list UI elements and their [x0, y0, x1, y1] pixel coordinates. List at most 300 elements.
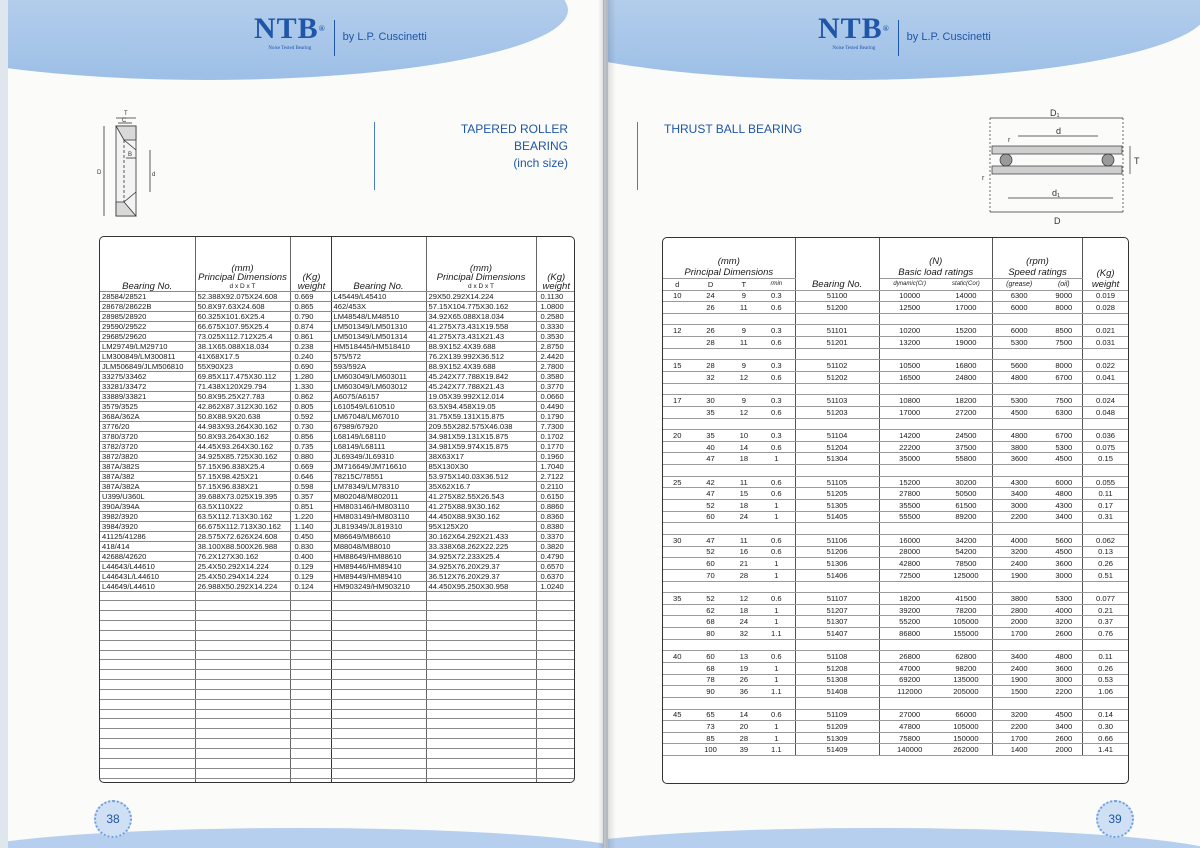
header-load-right: [879, 238, 992, 278]
cell-dynamic: 27000: [879, 709, 940, 721]
cell-d: [663, 628, 691, 640]
cell-dimensions-2: [426, 650, 536, 660]
page-right: [608, 0, 1200, 848]
cell-dimensions: 69.85X117.475X30.112: [195, 371, 290, 381]
cell-T: 14: [730, 709, 758, 721]
cell-bearing-no: 51408: [795, 686, 879, 698]
table-row: [100, 441, 574, 451]
cell-dimensions-2: [426, 630, 536, 640]
cell-D: 40: [691, 441, 729, 453]
cell-bearing-no: [100, 709, 195, 719]
cell-dynamic: 28000: [879, 546, 940, 558]
cell-dimensions: [195, 591, 290, 601]
cell-T: 11: [730, 302, 758, 314]
cell-rmin: 0.6: [758, 302, 795, 314]
cell-bearing-no-2: [331, 630, 426, 640]
table-row: [100, 551, 574, 561]
cell-dimensions-2: [426, 709, 536, 719]
cell-grease: 2400: [992, 558, 1045, 570]
cell-bearing-no: 51309: [795, 732, 879, 744]
table-row: [100, 461, 574, 471]
cell-dimensions-2: 34.925X76.20X29.37: [426, 561, 536, 571]
cell-bearing-no: 33889/33821: [100, 391, 195, 401]
cell-weight-2: 0.3820: [536, 541, 574, 551]
table-row: [100, 391, 574, 401]
cell-dimensions-2: [426, 778, 536, 783]
cell-bearing-no-2: HM518445/HM518410: [331, 341, 426, 351]
table-row: [100, 451, 574, 461]
cell-bearing-no-2: 462/453X: [331, 301, 426, 311]
cell-static: 62800: [940, 651, 993, 663]
cell-grease: 3200: [992, 709, 1045, 721]
cell-grease: [992, 639, 1045, 651]
cell-dimensions: [195, 739, 290, 749]
cell-bearing-no: [795, 383, 879, 395]
cell-static: 125000: [940, 569, 993, 581]
cell-T: 26: [730, 674, 758, 686]
cell-oil: 3600: [1045, 663, 1082, 675]
cell-d: 30: [663, 534, 691, 546]
cell-bearing-no: [100, 591, 195, 601]
header-weight-label-2: weight: [542, 280, 570, 291]
cell-weight: 0.075: [1083, 441, 1128, 453]
header-d: d: [663, 278, 691, 290]
cell-D: 60: [691, 651, 729, 663]
cell-static: 24500: [940, 430, 993, 442]
cell-rmin: 0.6: [758, 441, 795, 453]
cell-static: 105000: [940, 616, 993, 628]
cell-d: [663, 453, 691, 465]
brand-by-right: by L.P. Cuscinetti: [906, 31, 991, 43]
cell-weight: [1083, 383, 1128, 395]
header-kg-2: (Kg): [547, 271, 566, 283]
cell-bearing-no: [795, 465, 879, 477]
cell-bearing-no-2: JM716649/JM716610: [331, 461, 426, 471]
cell-d: [663, 383, 691, 395]
header-speed-right: [992, 238, 1082, 278]
cell-dimensions: 76.2X127X30.162: [195, 551, 290, 561]
cell-dimensions: 63.5X110X22: [195, 501, 290, 511]
cell-grease: 5600: [992, 360, 1045, 372]
cell-D: [691, 639, 729, 651]
header-dxdxt: d x D x T: [229, 282, 256, 290]
table-row: [100, 611, 574, 621]
cell-bearing-no-2: 78215C/78551: [331, 471, 426, 481]
cell-dimensions: 39.688X73.025X19.395: [195, 491, 290, 501]
cell-weight-2: [536, 699, 574, 709]
cell-dimensions: 50.8X95.25X27.783: [195, 391, 290, 401]
header-oil: (oil): [1045, 278, 1082, 290]
cell-T: 16: [730, 546, 758, 558]
ntb-logo-right: NTB® Noise Tested Bearing: [818, 12, 890, 51]
cell-weight: [1083, 465, 1128, 477]
cell-bearing-no: [100, 630, 195, 640]
cell-dynamic: 15200: [879, 476, 940, 488]
cell-bearing-no-2: HM803146/HM803110: [331, 501, 426, 511]
table-row: [100, 650, 574, 660]
cell-d: [663, 546, 691, 558]
cell-weight: [290, 699, 331, 709]
table-row: [663, 686, 1128, 698]
table-row: [100, 768, 574, 778]
cell-weight-2: [536, 778, 574, 783]
cell-T: 13: [730, 651, 758, 663]
cell-d: [663, 697, 691, 709]
group-separator-row: [663, 697, 1128, 709]
cell-weight: [290, 650, 331, 660]
cell-weight: 0.862: [290, 391, 331, 401]
table-row: [663, 360, 1128, 372]
table-row: [663, 500, 1128, 512]
cell-static: 30200: [940, 476, 993, 488]
cell-d: [663, 313, 691, 325]
cell-D: [691, 418, 729, 430]
group-separator-row: [663, 313, 1128, 325]
cell-oil: [1045, 581, 1082, 593]
cell-grease: 3800: [992, 441, 1045, 453]
cell-weight-2: 0.3370: [536, 531, 574, 541]
diagram-label-d1: d₁: [1052, 188, 1061, 198]
header-rpm: (rpm): [1026, 255, 1049, 267]
cell-grease: 1400: [992, 744, 1045, 756]
cell-D: [691, 697, 729, 709]
table-row: [663, 337, 1128, 349]
cell-dynamic: 10200: [879, 325, 940, 337]
header-speed-ratings: Speed ratings: [1008, 266, 1067, 278]
cell-bearing-no: [100, 758, 195, 768]
cell-bearing-no: 387A/382A: [100, 481, 195, 491]
brand-separator-right: [898, 20, 899, 56]
cell-rmin: 1: [758, 674, 795, 686]
cell-weight: 0.874: [290, 321, 331, 331]
cell-weight-2: [536, 719, 574, 729]
cell-bearing-no: [100, 689, 195, 699]
cell-bearing-no: [795, 639, 879, 651]
group-separator-row: [663, 639, 1128, 651]
table-row: [100, 561, 574, 571]
cell-bearing-no-2: [331, 709, 426, 719]
cell-D: 90: [691, 686, 729, 698]
cell-weight: [290, 709, 331, 719]
cell-dynamic: 47800: [879, 721, 940, 733]
cell-oil: [1045, 313, 1082, 325]
cell-T: 19: [730, 663, 758, 675]
table-row: [100, 739, 574, 749]
cell-dynamic: [879, 523, 940, 535]
cell-d: [663, 465, 691, 477]
cell-bearing-no: 3776/20: [100, 421, 195, 431]
cell-bearing-no-2: L45449/L45410: [331, 291, 426, 301]
cell-dimensions: [195, 670, 290, 680]
cell-bearing-no-2: JL819349/JL819310: [331, 521, 426, 531]
cell-dimensions-2: [426, 739, 536, 749]
cell-dimensions: 52.388X92.075X24.608: [195, 291, 290, 301]
cell-d: [663, 686, 691, 698]
cell-dimensions-2: [426, 749, 536, 759]
cell-rmin: 0.6: [758, 337, 795, 349]
cell-oil: 6700: [1045, 430, 1082, 442]
cell-weight: 0.357: [290, 491, 331, 501]
cell-d: 12: [663, 325, 691, 337]
cell-bearing-no-2: HM89449/HM89410: [331, 571, 426, 581]
cell-weight: [290, 640, 331, 650]
cell-dimensions-2: 45.242X77.788X21.43: [426, 381, 536, 391]
cell-oil: [1045, 348, 1082, 360]
cell-weight: [1083, 348, 1128, 360]
cell-weight-2: [536, 601, 574, 611]
cell-weight: 0.11: [1083, 651, 1128, 663]
table-row: [100, 531, 574, 541]
table-row: [100, 481, 574, 491]
cell-rmin: 1.1: [758, 686, 795, 698]
cell-weight: [290, 630, 331, 640]
cell-bearing-no-2: [331, 719, 426, 729]
cell-T: [730, 697, 758, 709]
table-row: [663, 674, 1128, 686]
cell-bearing-no: L44643L/L44610: [100, 571, 195, 581]
cell-dimensions-2: 44.450X95.250X30.958: [426, 581, 536, 591]
table-row: [100, 411, 574, 421]
table-row: [100, 621, 574, 631]
cell-bearing-no-2: HM803149/HM803110: [331, 511, 426, 521]
cell-d: [663, 616, 691, 628]
cell-weight-2: 0.0660: [536, 391, 574, 401]
cell-T: [730, 348, 758, 360]
cell-bearing-no: [100, 699, 195, 709]
cell-weight: 0.598: [290, 481, 331, 491]
header-kg-right: (Kg): [1096, 267, 1115, 279]
cell-grease: 3000: [992, 500, 1045, 512]
cell-bearing-no-2: L68149/L68110: [331, 431, 426, 441]
cell-dimensions-2: 19.05X39.992X12.014: [426, 391, 536, 401]
page-number-right: 39: [1096, 800, 1134, 838]
cell-dynamic: [879, 383, 940, 395]
cell-weight: [1083, 639, 1128, 651]
header-mm-2: (mm): [469, 262, 493, 274]
cell-rmin: [758, 639, 795, 651]
cell-weight: [290, 601, 331, 611]
cell-weight-2: [536, 640, 574, 650]
table-row: [663, 488, 1128, 500]
cell-dimensions-2: 35X62X16.7: [426, 481, 536, 491]
cell-rmin: 1: [758, 500, 795, 512]
cell-bearing-no: 51306: [795, 558, 879, 570]
cell-d: [663, 302, 691, 314]
cell-grease: [992, 418, 1045, 430]
header-weight-2: [536, 237, 574, 291]
cell-grease: 1700: [992, 732, 1045, 744]
cell-dimensions: [195, 680, 290, 690]
cell-weight: 1.330: [290, 381, 331, 391]
cell-oil: 4800: [1045, 488, 1082, 500]
cell-bearing-no: 51308: [795, 674, 879, 686]
cell-weight-2: 0.1960: [536, 451, 574, 461]
cell-dimensions: [195, 768, 290, 778]
cell-dynamic: 42800: [879, 558, 940, 570]
diagram-label-B: B: [128, 152, 133, 158]
cell-d: 15: [663, 360, 691, 372]
group-separator-row: [663, 581, 1128, 593]
cell-dimensions-2: 34.981X59.974X15.875: [426, 441, 536, 451]
cell-oil: 2000: [1045, 744, 1082, 756]
cell-T: 39: [730, 744, 758, 756]
cell-weight-2: [536, 689, 574, 699]
cell-bearing-no: [100, 749, 195, 759]
cell-weight: 0.129: [290, 561, 331, 571]
cell-weight-2: [536, 650, 574, 660]
table-row: [100, 371, 574, 381]
cell-static: 19000: [940, 337, 993, 349]
cell-dimensions: 71.438X120X29.794: [195, 381, 290, 391]
cell-D: 52: [691, 593, 729, 605]
cell-weight: [1083, 697, 1128, 709]
table-row: [100, 758, 574, 768]
table-row: [663, 651, 1128, 663]
table-row: [100, 501, 574, 511]
cell-dynamic: 39200: [879, 604, 940, 616]
cell-d: [663, 569, 691, 581]
cell-rmin: [758, 313, 795, 325]
cell-dimensions-2: [426, 611, 536, 621]
cell-weight-2: 0.1770: [536, 441, 574, 451]
cell-bearing-no: 51104: [795, 430, 879, 442]
cell-dimensions-2: 53.975X140.03X36.512: [426, 471, 536, 481]
cell-grease: 4800: [992, 430, 1045, 442]
table-row: [100, 640, 574, 650]
cell-bearing-no-2: [331, 758, 426, 768]
cell-T: 12: [730, 406, 758, 418]
cell-oil: 2600: [1045, 732, 1082, 744]
cell-bearing-no: 51202: [795, 371, 879, 383]
cell-dimensions: 26.988X50.292X14.224: [195, 581, 290, 591]
cell-dimensions-2: 63.5X94.458X19.05: [426, 401, 536, 411]
header-mm: (mm): [231, 262, 254, 274]
cell-grease: 6300: [992, 290, 1045, 302]
cell-dimensions: 28.575X72.626X24.608: [195, 531, 290, 541]
cell-bearing-no: 51100: [795, 290, 879, 302]
cell-bearing-no: [100, 680, 195, 690]
cell-weight: 1.280: [290, 371, 331, 381]
brand-separator: [334, 20, 335, 56]
cell-grease: 5300: [992, 337, 1045, 349]
cell-dimensions: 55X90X23: [195, 361, 290, 371]
cell-grease: 2400: [992, 663, 1045, 675]
cell-weight: 0.37: [1083, 616, 1128, 628]
cell-dynamic: [879, 697, 940, 709]
cell-weight: 0.880: [290, 451, 331, 461]
cell-grease: [992, 465, 1045, 477]
cell-bearing-no: [100, 650, 195, 660]
cell-rmin: 0.6: [758, 488, 795, 500]
cell-dynamic: 10000: [879, 290, 940, 302]
cell-T: 20: [730, 721, 758, 733]
cell-weight: [290, 739, 331, 749]
cell-T: 28: [730, 569, 758, 581]
ntb-logo: NTB® Noise Tested Bearing: [254, 12, 326, 51]
cell-static: [940, 697, 993, 709]
cell-d: [663, 604, 691, 616]
page-title-right: THRUST BALL BEARING: [664, 122, 803, 136]
cell-bearing-no: [795, 697, 879, 709]
table-row: [100, 581, 574, 591]
cell-weight-2: 0.4490: [536, 401, 574, 411]
cell-static: 205000: [940, 686, 993, 698]
cell-grease: [992, 383, 1045, 395]
cell-bearing-no: [100, 640, 195, 650]
cell-grease: 1900: [992, 674, 1045, 686]
cell-bearing-no: [100, 670, 195, 680]
cell-bearing-no: L44643/L44610: [100, 561, 195, 571]
header-dxdxt-2: d x D x T: [468, 282, 494, 290]
table-row: [663, 302, 1128, 314]
cell-grease: [992, 697, 1045, 709]
cell-bearing-no: 51409: [795, 744, 879, 756]
cell-d: [663, 721, 691, 733]
cell-d: [663, 500, 691, 512]
cell-D: 100: [691, 744, 729, 756]
diagram-label-D: D: [97, 170, 102, 176]
cell-rmin: 0.6: [758, 593, 795, 605]
cell-dimensions: 66.675X107.95X25.4: [195, 321, 290, 331]
cell-dimensions-2: 88.9X152.4X39.688: [426, 361, 536, 371]
cell-weight-2: 0.3580: [536, 371, 574, 381]
cell-dimensions-2: 45.242X77.788X19.842: [426, 371, 536, 381]
cell-rmin: 0.6: [758, 406, 795, 418]
cell-dynamic: 35500: [879, 500, 940, 512]
cell-dimensions-2: [426, 591, 536, 601]
cell-static: 18200: [940, 395, 993, 407]
cell-dimensions: 50.8X93.264X30.162: [195, 431, 290, 441]
cell-weight: [290, 680, 331, 690]
cell-static: 54200: [940, 546, 993, 558]
cell-oil: 4500: [1045, 453, 1082, 465]
cell-d: [663, 581, 691, 593]
cell-dimensions: 38.100X88.500X26.988: [195, 541, 290, 551]
cell-T: 18: [730, 604, 758, 616]
cell-oil: 2600: [1045, 628, 1082, 640]
cell-dimensions: [195, 660, 290, 670]
cell-dynamic: 27800: [879, 488, 940, 500]
cell-weight: [290, 778, 331, 783]
cell-dynamic: [879, 313, 940, 325]
cell-weight: 0.022: [1083, 360, 1128, 372]
cell-dynamic: 26800: [879, 651, 940, 663]
cell-static: 17000: [940, 302, 993, 314]
cell-grease: 4000: [992, 534, 1045, 546]
cell-bearing-no: 3872/3820: [100, 451, 195, 461]
cell-oil: 2200: [1045, 686, 1082, 698]
cell-dynamic: 55200: [879, 616, 940, 628]
cell-D: 52: [691, 500, 729, 512]
cell-weight: 0.646: [290, 471, 331, 481]
cell-T: 9: [730, 325, 758, 337]
cell-weight: 0.13: [1083, 546, 1128, 558]
cell-bearing-no: 51102: [795, 360, 879, 372]
cell-rmin: 1: [758, 511, 795, 523]
cell-weight-2: 0.2110: [536, 481, 574, 491]
cell-d: 20: [663, 430, 691, 442]
cell-weight: [290, 611, 331, 621]
cell-dynamic: 22200: [879, 441, 940, 453]
table-row: [100, 729, 574, 739]
cell-oil: 6000: [1045, 476, 1082, 488]
cell-T: 15: [730, 488, 758, 500]
cell-bearing-no: [795, 523, 879, 535]
cell-rmin: 0.6: [758, 534, 795, 546]
cell-weight-2: 0.6150: [536, 491, 574, 501]
cell-dimensions: [195, 621, 290, 631]
cell-D: 68: [691, 616, 729, 628]
